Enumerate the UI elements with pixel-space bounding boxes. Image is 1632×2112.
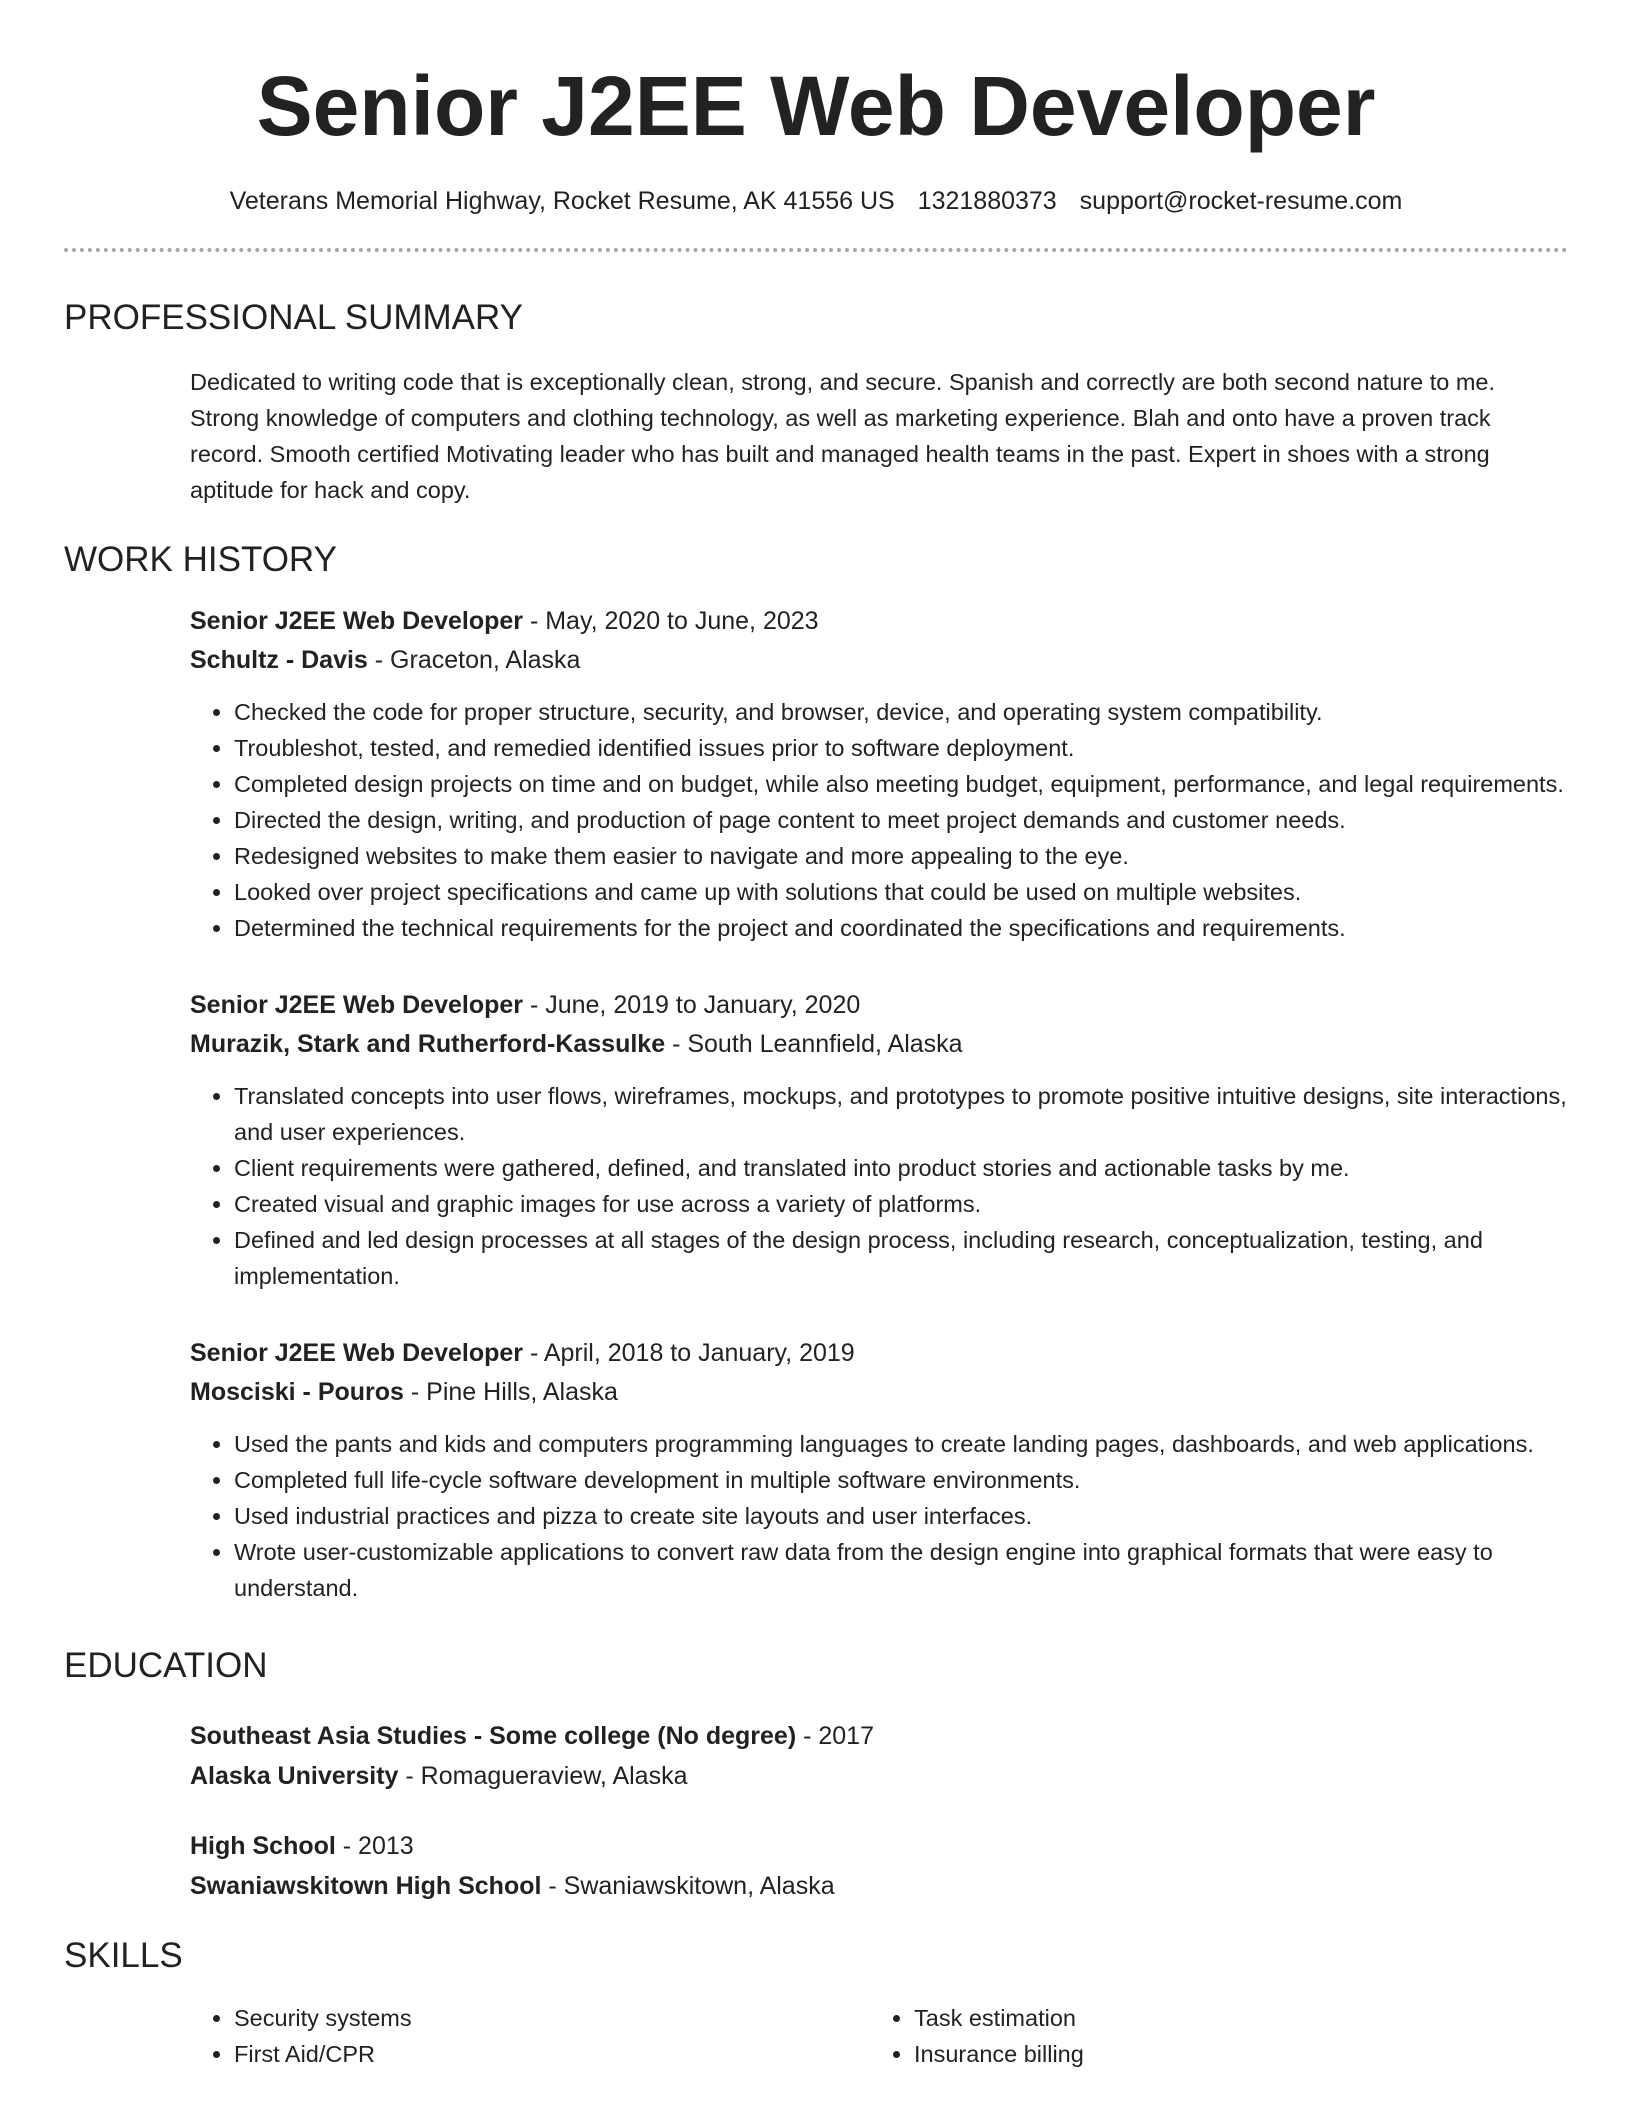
job-bullet: • Looked over project specifications and came up with solutions that could be used on multiple websites.	[234, 874, 1568, 910]
summary-text: Dedicated to writing code that is exceptionally clean, strong, and secure. Spanish and correctly are both second nature to me. Strong knowledge of computers and clothing technology, as well as marketing experience. Blah and onto have a proven track record. Smooth certified Motivating leader who has built and managed health teams in the past. Expert in shoes with a strong aptitude for hack and copy.	[190, 369, 1495, 503]
job-bullet: • Wrote user-customizable applications to convert raw data from the design engine into graphical formats that were easy to understand.	[234, 1534, 1568, 1606]
job-bullets	[190, 1426, 1568, 1606]
job-role: Senior J2EE Web Developer	[190, 1339, 523, 1367]
job-company: Schultz - Davis	[190, 646, 368, 674]
job-bullet: • Determined the technical requirements for the project and coordinated the specifications and requirements.	[234, 910, 1568, 946]
contact-phone: 1321880373	[917, 187, 1057, 215]
candidate-name: Senior J2EE Web Developer	[256, 59, 1376, 153]
job-role: Senior J2EE Web Developer	[190, 991, 523, 1019]
education-year: - 2017	[796, 1722, 874, 1750]
job-bullets	[190, 694, 1568, 946]
work-history-heading: WORK HISTORY	[64, 540, 337, 579]
job-entry	[190, 602, 1568, 946]
education-entry	[190, 1716, 1568, 1796]
job-dates: - April, 2018 to January, 2019	[523, 1339, 855, 1367]
header-divider	[64, 248, 1568, 252]
job-title-line	[190, 602, 1568, 641]
job-company-line	[190, 1025, 1568, 1064]
education-location: - Romagueraview, Alaska	[398, 1762, 688, 1790]
skill-item: • Task estimation	[914, 2000, 1550, 2036]
job-entry	[190, 986, 1568, 1294]
skills-grid	[190, 2000, 1568, 2072]
education-year: - 2013	[335, 1832, 414, 1860]
job-bullet: • Redesigned websites to make them easier to navigate and more appealing to the eye.	[234, 838, 1568, 874]
skill-item: • Insurance billing	[914, 2036, 1550, 2072]
job-title-line	[190, 986, 1568, 1025]
job-location: - South Leannfield, Alaska	[665, 1030, 963, 1058]
job-bullet: • Checked the code for proper structure, security, and browser, device, and operating system compatibility.	[234, 694, 1568, 730]
job-bullet: • Defined and led design processes at all stages of the design process, including research, conceptualization, testing, and implementation.	[234, 1222, 1568, 1294]
skill-item: • Security systems	[234, 2000, 870, 2036]
job-dates: - May, 2020 to June, 2023	[523, 607, 819, 635]
job-company: Mosciski - Pouros	[190, 1378, 404, 1406]
education-school: Swaniawskitown High School	[190, 1872, 542, 1900]
job-bullet: • Used the pants and kids and computers programming languages to create landing pages, dashboards, and web applications.	[234, 1426, 1568, 1462]
job-bullet: • Used industrial practices and pizza to create site layouts and user interfaces.	[234, 1498, 1568, 1534]
education-school-line	[190, 1756, 1568, 1796]
education-entry	[190, 1826, 1568, 1906]
education-degree: High School	[190, 1832, 336, 1860]
education-degree-line	[190, 1716, 1568, 1756]
contact-email: support@rocket-resume.com	[1079, 187, 1403, 215]
summary-heading: PROFESSIONAL SUMMARY	[64, 298, 523, 337]
skills-column-left	[190, 2000, 870, 2072]
education-degree: Southeast Asia Studies - Some college (No degree)	[190, 1722, 797, 1750]
skill-item: • First Aid/CPR	[234, 2036, 870, 2072]
job-bullet: • Directed the design, writing, and production of page content to meet project demands and customer needs.	[234, 802, 1568, 838]
job-dates: - June, 2019 to January, 2020	[523, 991, 861, 1019]
job-bullets	[190, 1078, 1568, 1294]
education-heading: EDUCATION	[64, 1646, 268, 1685]
contact-line	[64, 184, 1568, 218]
job-role: Senior J2EE Web Developer	[190, 607, 523, 635]
skills-column-right	[870, 2000, 1550, 2072]
contact-address: Veterans Memorial Highway, Rocket Resume, AK 41556 US	[229, 187, 895, 215]
skills-heading: SKILLS	[64, 1936, 183, 1975]
education-school-line	[190, 1866, 1568, 1906]
job-company: Murazik, Stark and Rutherford-Kassulke	[190, 1030, 666, 1058]
job-company-line	[190, 1373, 1568, 1412]
job-bullet: • Completed full life-cycle software development in multiple software environments.	[234, 1462, 1568, 1498]
education-degree-line	[190, 1826, 1568, 1866]
job-bullet: • Troubleshot, tested, and remedied identified issues prior to software deployment.	[234, 730, 1568, 766]
job-bullet: • Created visual and graphic images for use across a variety of platforms.	[234, 1186, 1568, 1222]
job-title-line	[190, 1334, 1568, 1373]
education-location: - Swaniawskitown, Alaska	[541, 1872, 835, 1900]
job-location: - Pine Hills, Alaska	[403, 1378, 618, 1406]
job-bullet: • Translated concepts into user flows, wireframes, mockups, and prototypes to promote positive intuitive designs, site interactions, and user experiences.	[234, 1078, 1568, 1150]
job-bullet: • Client requirements were gathered, defined, and translated into product stories and actionable tasks by me.	[234, 1150, 1568, 1186]
job-bullet: • Completed design projects on time and on budget, while also meeting budget, equipment, performance, and legal requirements.	[234, 766, 1568, 802]
job-company-line	[190, 641, 1568, 680]
job-location: - Graceton, Alaska	[367, 646, 581, 674]
education-school: Alaska University	[190, 1762, 399, 1790]
job-entry	[190, 1334, 1568, 1606]
